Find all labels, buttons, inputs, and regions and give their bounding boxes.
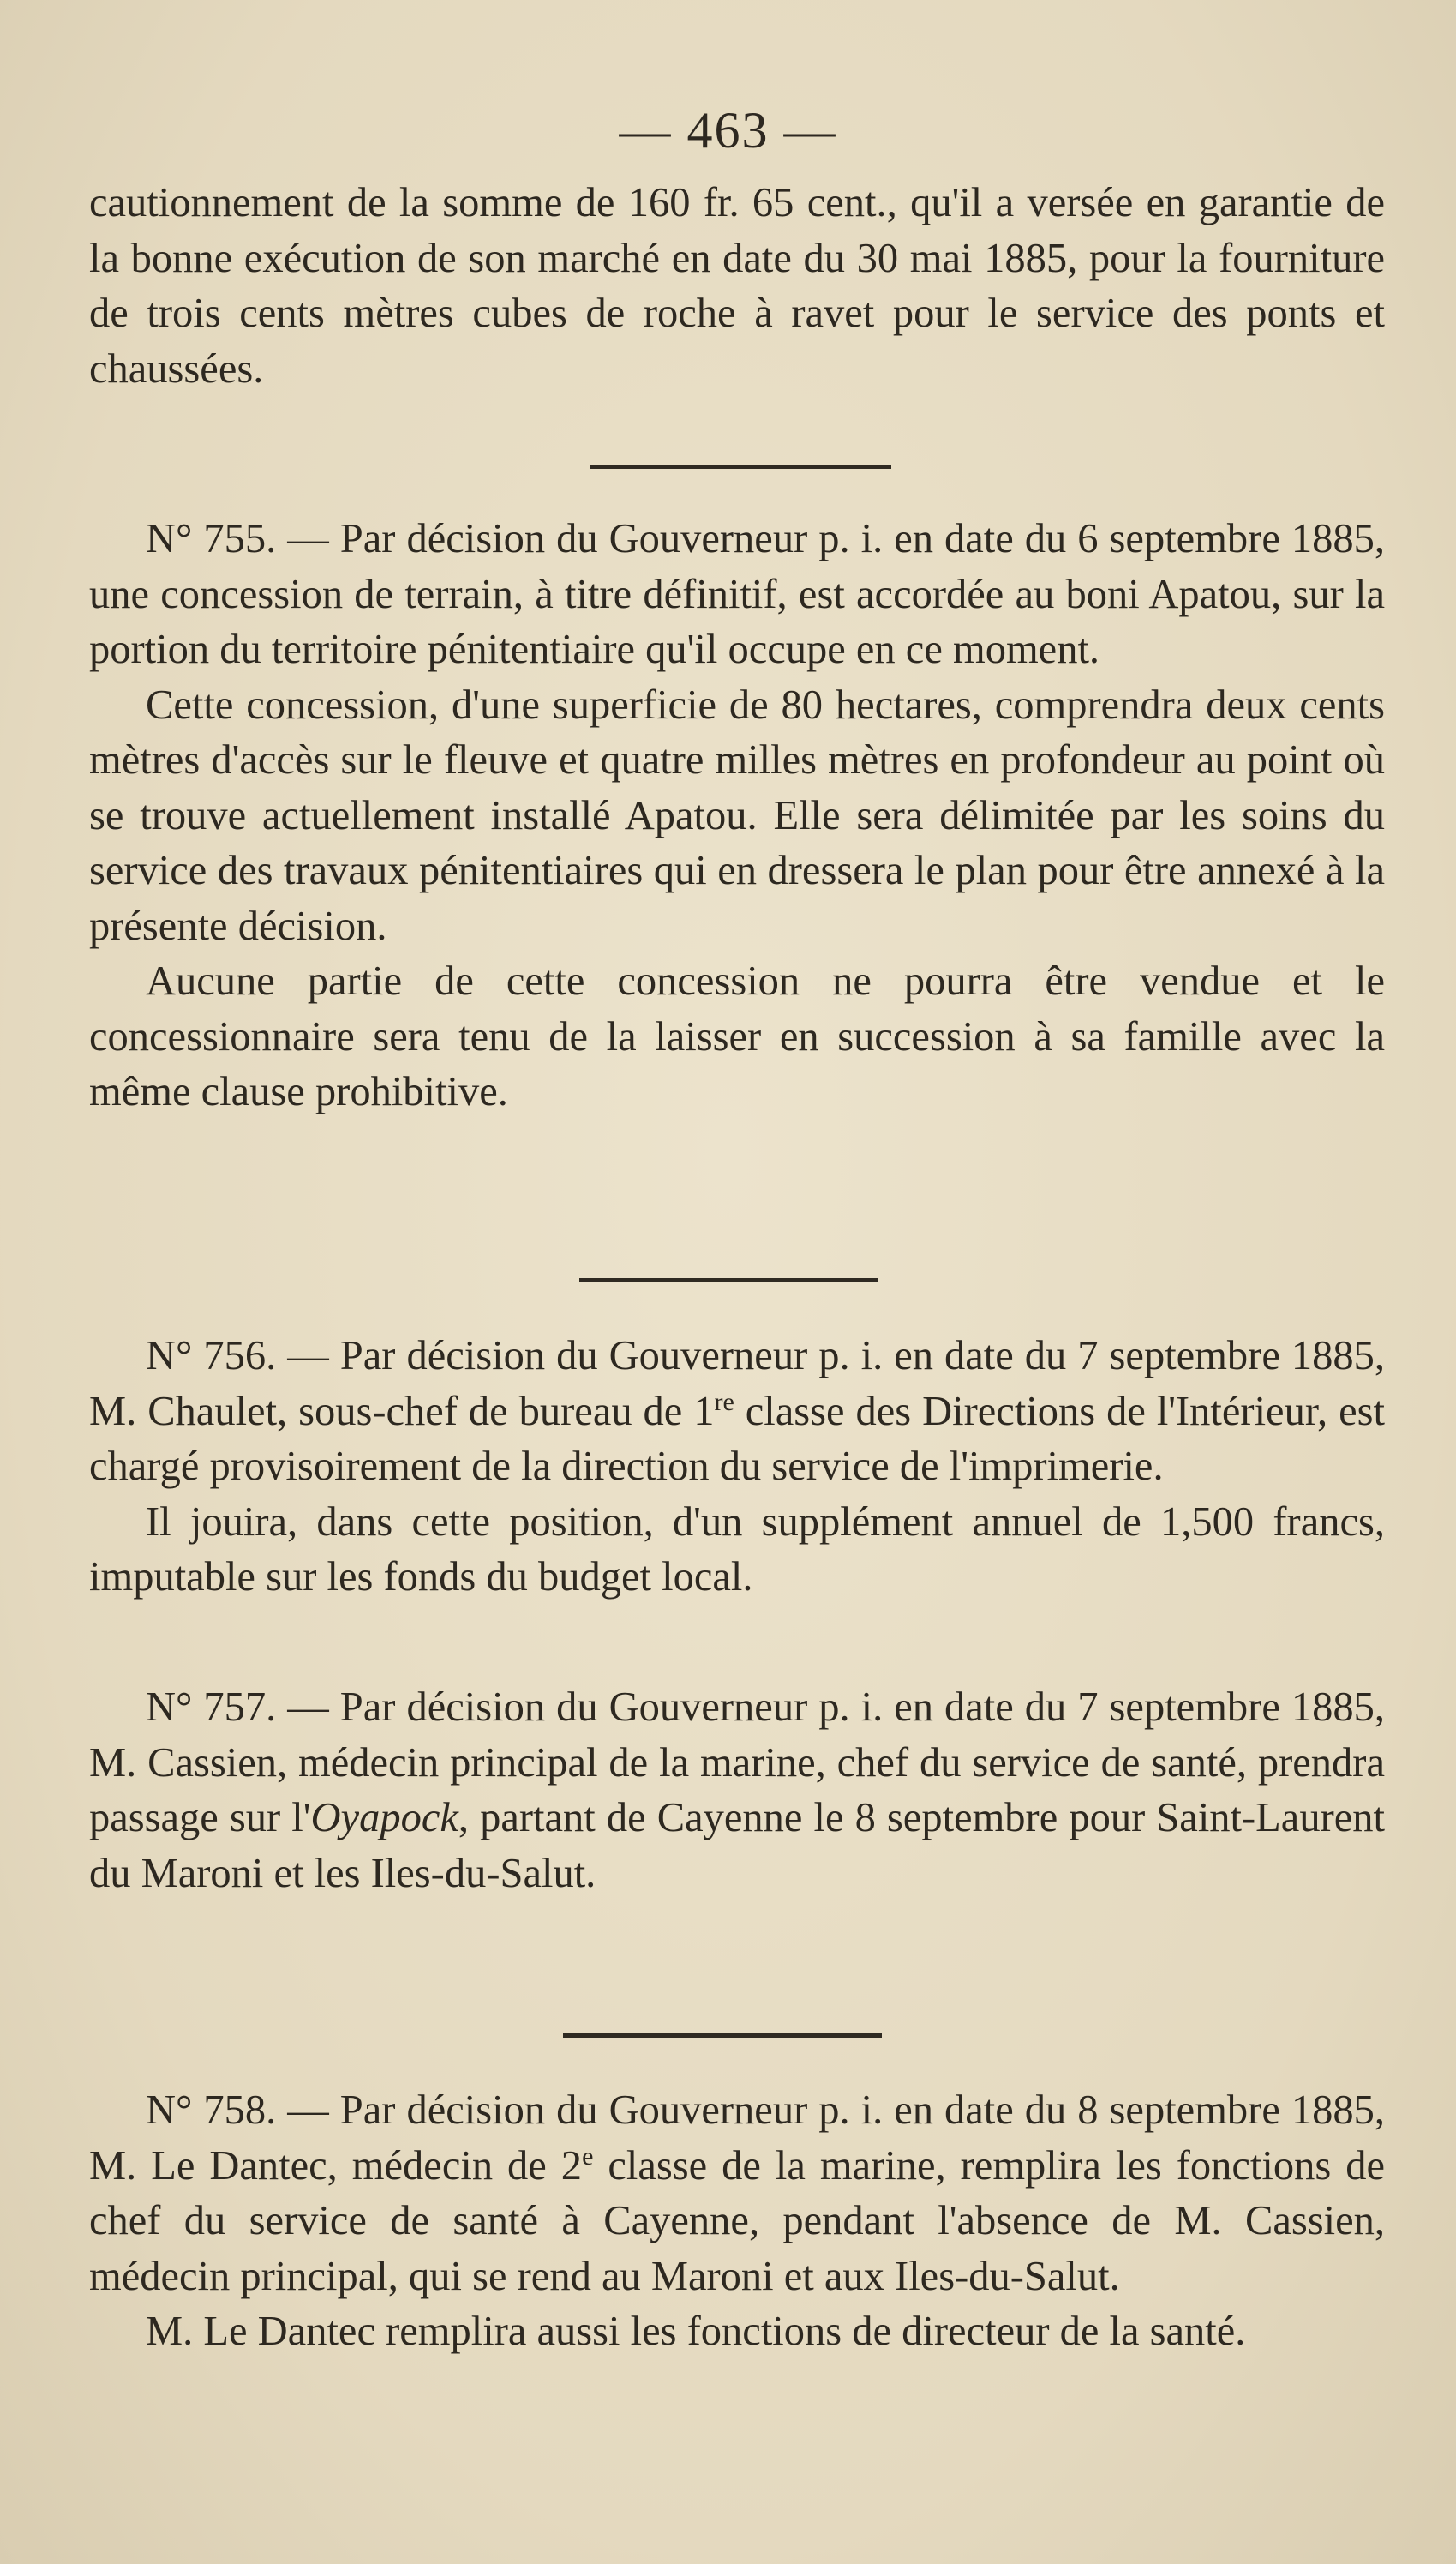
superscript: re — [714, 1387, 734, 1416]
separator-rule — [579, 1278, 878, 1282]
paragraph: Il jouira, dans cette position, d'un supplément annuel de 1,500 francs, imputable sur les fonds du budget local. — [89, 1498, 1385, 1600]
page-number: — 463 — — [619, 102, 837, 159]
text-run: classe des Directions de l'Intérieur, est chargé provisoirement de la direction du service de l'imprimerie. — [89, 1388, 1385, 1489]
text-run: N° 758. — Par décision du Gouverneur p. i. en date du 8 septembre 1885, M. Le Dantec, médecin de 2 — [89, 2087, 1385, 2189]
paragraph: Cette concession, d'une superficie de 80 hectares, comprendra deux cents mètres d'accès sur le fleuve et quatre milles mètres en profondeur au point où se trouve actuellement installé Apatou. Elle sera délimitée par les soins du service des travaux pénitentiaires qui en dressera le plan pour être annexé à la présente décision. — [89, 682, 1385, 949]
decision-758 — [89, 2083, 1385, 2360]
text-run: classe de la marine, remplira les fonctions de chef du service de santé à Cayenne, pendant l'absence de M. Cassien, médecin principal, qui se rend au Maroni et aux Iles-du-Salut. — [89, 2142, 1386, 2299]
paragraph: cautionnement de la somme de 160 fr. 65 cent., qu'il a versée en garantie de la bonne exécution de son marché en date du 30 mai 1885, pour la fourniture de trois cents mètres cubes de roche à ravet pour le service des ponts et chaussées. — [89, 180, 1385, 392]
text-run: , partant de Cayenne le 8 septembre pour Saint-Laurent du Maroni et les Iles-du-Salut. — [89, 1795, 1385, 1896]
paragraph: N° 755. — Par décision du Gouverneur p. i. en date du 6 septembre 1885, une concession de terrain, à titre définitif, est accordée au boni Apatou, sur la portion du territoire pénitentiaire qu'il occupe en ce moment. — [89, 516, 1385, 672]
paragraph: M. Le Dantec remplira aussi les fonctions de directeur de la santé. — [146, 2309, 1246, 2354]
text-run: N° 757. — Par décision du Gouverneur p. i. en date du 7 septembre 1885, M. Cassien, médecin principal de la marine, chef du service de santé, prendra passage sur l' — [89, 1684, 1385, 1840]
decision-756 — [89, 1329, 1385, 1606]
paragraph: Aucune partie de cette concession ne pourra être vendue et le concessionnaire sera tenu de la laisser en succession à sa famille avec la même clause prohibitive. — [89, 958, 1385, 1114]
paragraph — [89, 2083, 1385, 2304]
paragraph — [89, 1680, 1385, 1901]
paragraph — [89, 1329, 1385, 1495]
ship-name: Oyapock — [310, 1795, 458, 1840]
separator-rule — [590, 465, 891, 469]
continuation-paragraph — [89, 176, 1385, 397]
decision-757 — [89, 1680, 1385, 1901]
separator-rule — [563, 2033, 882, 2038]
text-run: N° 756. — Par décision du Gouverneur p. i. en date du 7 septembre 1885, M. Chaulet, sous-chef de bureau de 1 — [89, 1333, 1385, 1434]
decision-755 — [89, 512, 1385, 1120]
superscript: e — [582, 2141, 594, 2171]
